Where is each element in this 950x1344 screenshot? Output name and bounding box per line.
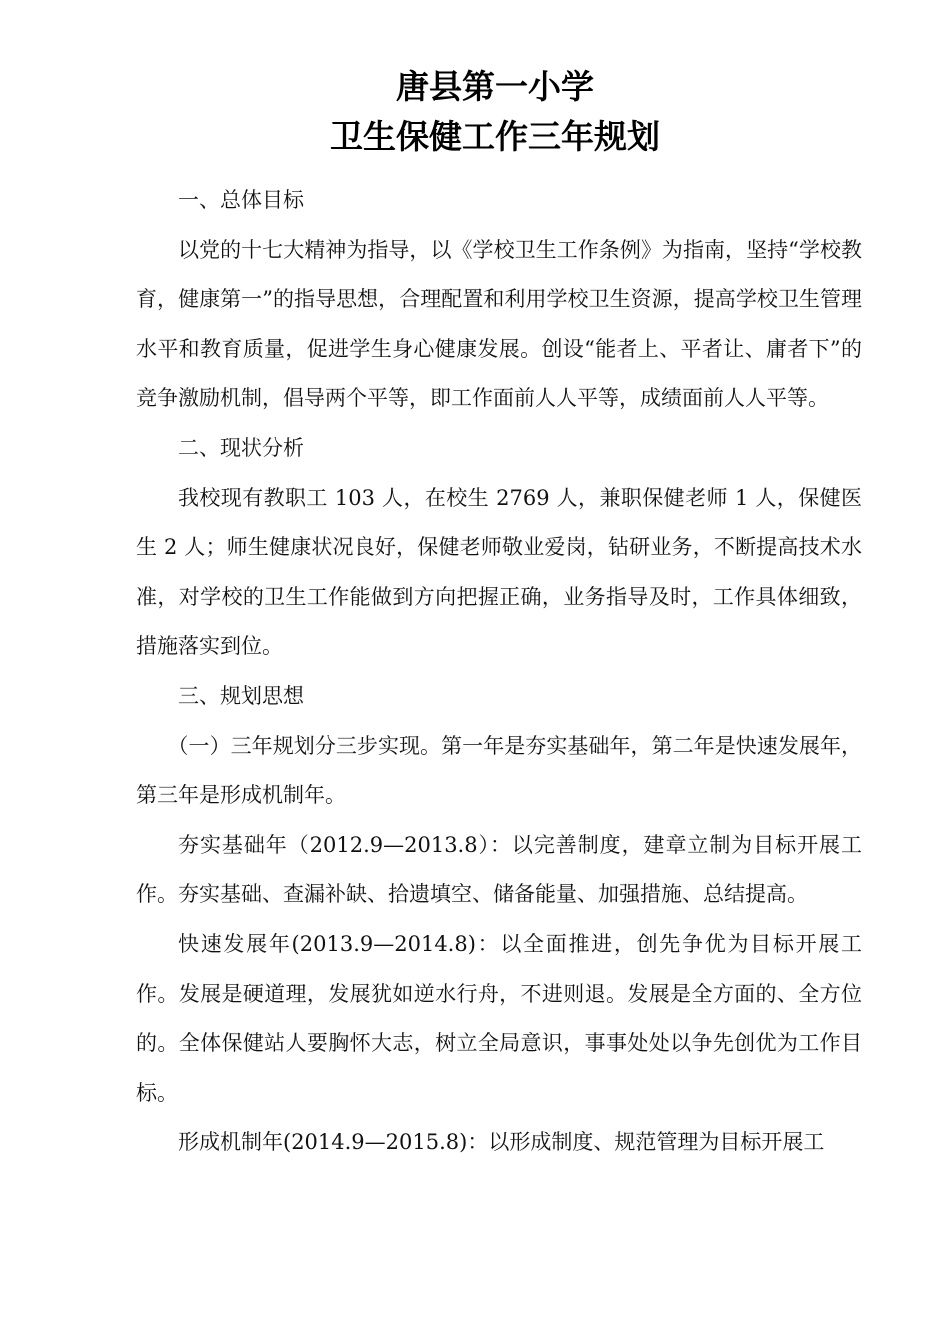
paragraph-status: 我校现有教职工 103 人，在校生 2769 人，兼职保健老师 1 人，保健医生 2 人；师生健康状况良好，保健老师敬业爱岗，钻研业务，不断提高技术水准，对学校的卫生工作能做到方向把握正确，业务指导及时，工作具体细致，措施落实到位。 xyxy=(136,485,862,659)
section-heading-planning: 三、规划思想 xyxy=(178,683,304,708)
document-body xyxy=(136,176,862,1168)
document-title-school: 唐县第一小学 xyxy=(396,67,594,106)
paragraph-development-year: 快速发展年(2013.9—2014.8)：以全面推进，创先争优为目标开展工作。发展是硬道理，发展犹如逆水行舟，不进则退。发展是全方面的、全方位的。全体保健站人要胸怀大志，树立全局意识，事事处处以争先创优为工作目标。 xyxy=(136,931,862,1105)
paragraph-goals: 以党的十七大精神为指导，以《学校卫生工作条例》为指南，坚持“学校教育，健康第一”的指导思想，合理配置和利用学校卫生资源，提高学校卫生管理水平和教育质量，促进学生身心健康发展。创设“能者上、平者让、庸者下”的竞争激励机制，倡导两个平等，即工作面前人人平等，成绩面前人人平等。 xyxy=(136,237,862,411)
paragraph-mechanism-year: 形成机制年(2014.9—2015.8)：以形成制度、规范管理为目标开展工 xyxy=(178,1130,825,1155)
paragraph-three-steps: （一）三年规划分三步实现。第一年是夯实基础年，第二年是快速发展年，第三年是形成机制年。 xyxy=(136,733,862,808)
document-title-plan: 卫生保健工作三年规划 xyxy=(330,117,660,156)
section-heading-status: 二、现状分析 xyxy=(178,435,304,460)
section-heading-goals: 一、总体目标 xyxy=(178,188,304,212)
paragraph-foundation-year: 夯实基础年（2012.9—2013.8）：以完善制度，建章立制为目标开展工作。夯实基础、查漏补缺、拾遗填空、储备能量、加强措施、总结提高。 xyxy=(136,832,862,907)
